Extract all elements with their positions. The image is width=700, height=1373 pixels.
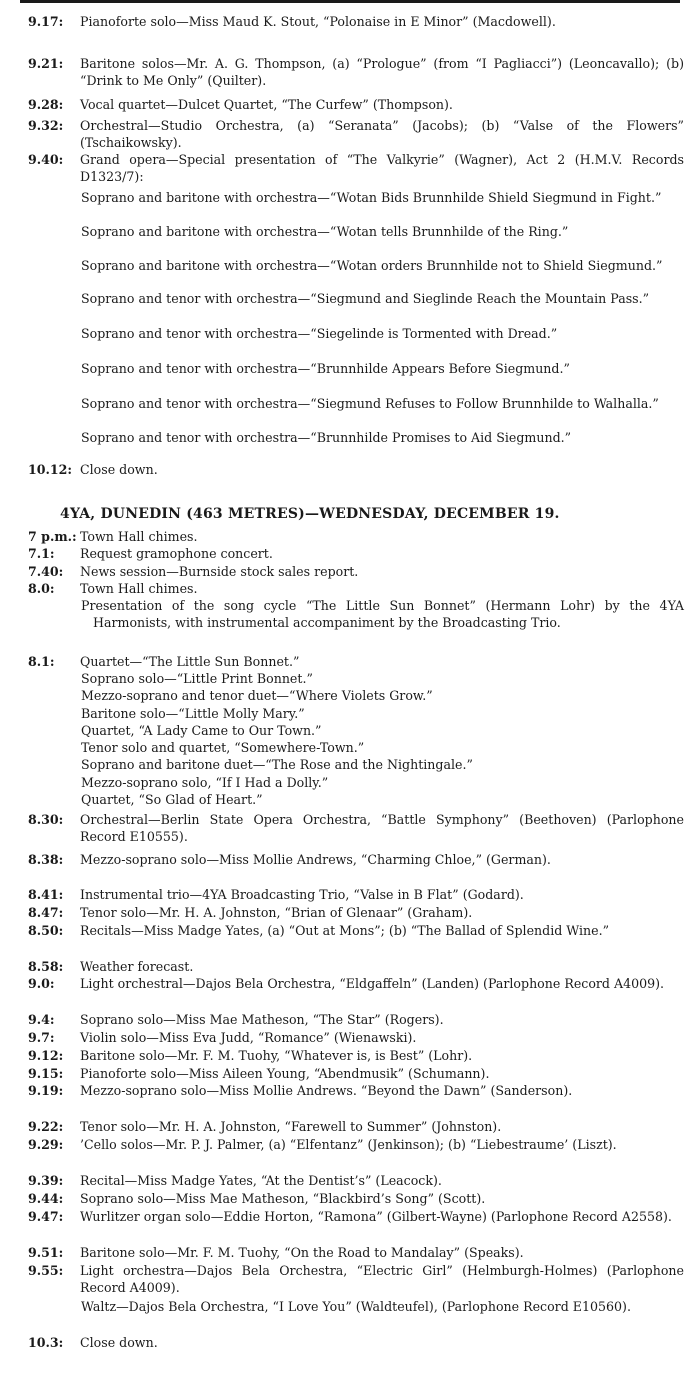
program-entry: 9.22: Tenor solo—Mr. H. A. Johnston, “Farewell to Summer” (Johnston).	[28, 1119, 502, 1134]
program-entry: 8.50: Recitals—Miss Madge Yates, (a) “Out at Mons”; (b) “The Ballad of Splendid Wine.”	[28, 923, 610, 938]
song-item: Mezzo-soprano and tenor duet—“Where Violets Grow.”	[81, 688, 433, 703]
opera-item: Soprano and tenor with orchestra—“Siegmund and Sieglinde Reach the Mountain Pass.”	[81, 291, 650, 306]
opera-item: Soprano and tenor with orchestra—“Brunnhilde Appears Before Siegmund.”	[81, 361, 570, 376]
program-entry: 8.0: Town Hall chimes.	[28, 581, 198, 596]
program-entry: 9.21: Baritone solos—Mr. A. G. Thompson, (a) “Prologue” (from “I Pagliacci”) (Leoncavallo); (b) “Drink to Me Only” (Quilter).	[28, 56, 684, 88]
program-entry: 7 p.m.: Town Hall chimes.	[28, 529, 198, 544]
program-entry: 9.17: Pianoforte solo—Miss Maud K. Stout, “Polonaise in E Minor” (Macdowell).	[28, 14, 556, 29]
waltz-item: Waltz—Dajos Bela Orchestra, “I Love You” (Waldteufel), (Parlophone Record E10560).	[81, 1299, 631, 1314]
program-entry: 8.47: Tenor solo—Mr. H. A. Johnston, “Brian of Glenaar” (Graham).	[28, 905, 473, 920]
song-item: Quartet, “A Lady Came to Our Town.”	[81, 723, 322, 738]
program-entry: 9.4: Soprano solo—Miss Mae Matheson, “The Star” (Rogers).	[28, 1012, 444, 1027]
opera-item: Soprano and tenor with orchestra—“Siegmund Refuses to Follow Brunnhilde to Walhalla.”	[81, 396, 659, 411]
program-entry: 9.40: Grand opera—Special presentation of “The Valkyrie” (Wagner), Act 2 (H.M.V. Records D1323/7):	[28, 152, 684, 184]
program-entry: 7.1: Request gramophone concert.	[28, 546, 273, 561]
program-entry: 10.12: Close down.	[28, 462, 158, 477]
program-entry: 9.47: Wurlitzer organ solo—Eddie Horton, “Ramona” (Gilbert-Wayne) (Parlophone Record A2558).	[28, 1209, 672, 1224]
program-entry: 8.30: Orchestral—Berlin State Opera Orchestra, “Battle Symphony” (Beethoven) (Parlophone Record E10555).	[28, 812, 684, 844]
program-entry: 8.1: Quartet—“The Little Sun Bonnet.”	[28, 654, 300, 669]
program-entry: 9.55: Light orchestra—Dajos Bela Orchestra, “Electric Girl” (Helmburgh-Holmes) (Parlophone Record A4009).	[28, 1263, 684, 1295]
program-entry: 9.51: Baritone solo—Mr. F. M. Tuohy, “On the Road to Mandalay” (Speaks).	[28, 1245, 524, 1260]
program-entry: 7.40: News session—Burnside stock sales report.	[28, 564, 359, 579]
program-entry: 9.28: Vocal quartet—Dulcet Quartet, “The Curfew” (Thompson).	[28, 97, 453, 112]
program-entry: 9.0: Light orchestral—Dajos Bela Orchestra, “Eldgaffeln” (Landen) (Parlophone Record A4009).	[28, 976, 665, 991]
program-entry: 8.38: Mezzo-soprano solo—Miss Mollie Andrews, “Charming Chloe,” (German).	[28, 852, 551, 867]
program-entry: 9.7: Violin solo—Miss Eva Judd, “Romance” (Wienawski).	[28, 1030, 417, 1045]
program-entry: 9.32: Orchestral—Studio Orchestra, (a) “Seranata” (Jacobs); (b) “Valse of the Flowers” (Tschaikowsky).	[28, 118, 684, 150]
program-entry: 9.12: Baritone solo—Mr. F. M. Tuohy, “Whatever is, is Best” (Lohr).	[28, 1048, 473, 1063]
opera-item: Soprano and baritone with orchestra—“Wotan Bids Brunnhilde Shield Siegmund in Fight.”	[81, 190, 662, 205]
program-entry: 9.39: Recital—Miss Madge Yates, “At the Dentist’s” (Leacock).	[28, 1173, 442, 1188]
opera-item: Soprano and baritone with orchestra—“Wotan orders Brunnhilde not to Shield Siegmund.”	[81, 258, 663, 273]
song-item: Soprano solo—“Little Print Bonnet.”	[81, 671, 313, 686]
program-entry: 8.58: Weather forecast.	[28, 959, 194, 974]
top-rule	[20, 0, 680, 3]
opera-item: Soprano and baritone with orchestra—“Wotan tells Brunnhilde of the Ring.”	[81, 224, 569, 239]
program-entry: 9.19: Mezzo-soprano solo—Miss Mollie Andrews. “Beyond the Dawn” (Sanderson).	[28, 1083, 573, 1098]
program-entry: 9.15: Pianoforte solo—Miss Aileen Young, “Abendmusik” (Schumann).	[28, 1066, 490, 1081]
program-entry: 9.29: ’Cello solos—Mr. P. J. Palmer, (a) “Elfentanz” (Jenkinson); (b) “Liebestraume’ (Liszt).	[28, 1137, 617, 1152]
program-entry: 9.44: Soprano solo—Miss Mae Matheson, “Blackbird’s Song” (Scott).	[28, 1191, 486, 1206]
song-item: Quartet, “So Glad of Heart.”	[81, 792, 263, 807]
opera-item: Soprano and tenor with orchestra—“Siegelinde is Tormented with Dread.”	[81, 326, 558, 341]
song-item: Tenor solo and quartet, “Somewhere-Town.”	[81, 740, 365, 755]
song-item: Baritone solo—“Little Molly Mary.”	[81, 706, 305, 721]
program-entry: 8.41: Instrumental trio—4YA Broadcasting Trio, “Valse in B Flat” (Godard).	[28, 887, 524, 902]
song-item: Soprano and baritone duet—“The Rose and the Nightingale.”	[81, 757, 473, 772]
song-item: Mezzo-soprano solo, “If I Had a Dolly.”	[81, 775, 329, 790]
program-entry: 10.3: Close down.	[28, 1335, 158, 1350]
opera-item: Soprano and tenor with orchestra—“Brunnhilde Promises to Aid Siegmund.”	[81, 430, 572, 445]
station-heading: 4YA, DUNEDIN (463 METRES)—WEDNESDAY, DECEMBER 19.	[60, 506, 560, 522]
presentation-note: Presentation of the song cycle “The Little Sun Bonnet” (Hermann Lohr) by the 4YA Harmonists, with instrumental accompaniment by the Broadcasting Trio.	[81, 598, 684, 630]
